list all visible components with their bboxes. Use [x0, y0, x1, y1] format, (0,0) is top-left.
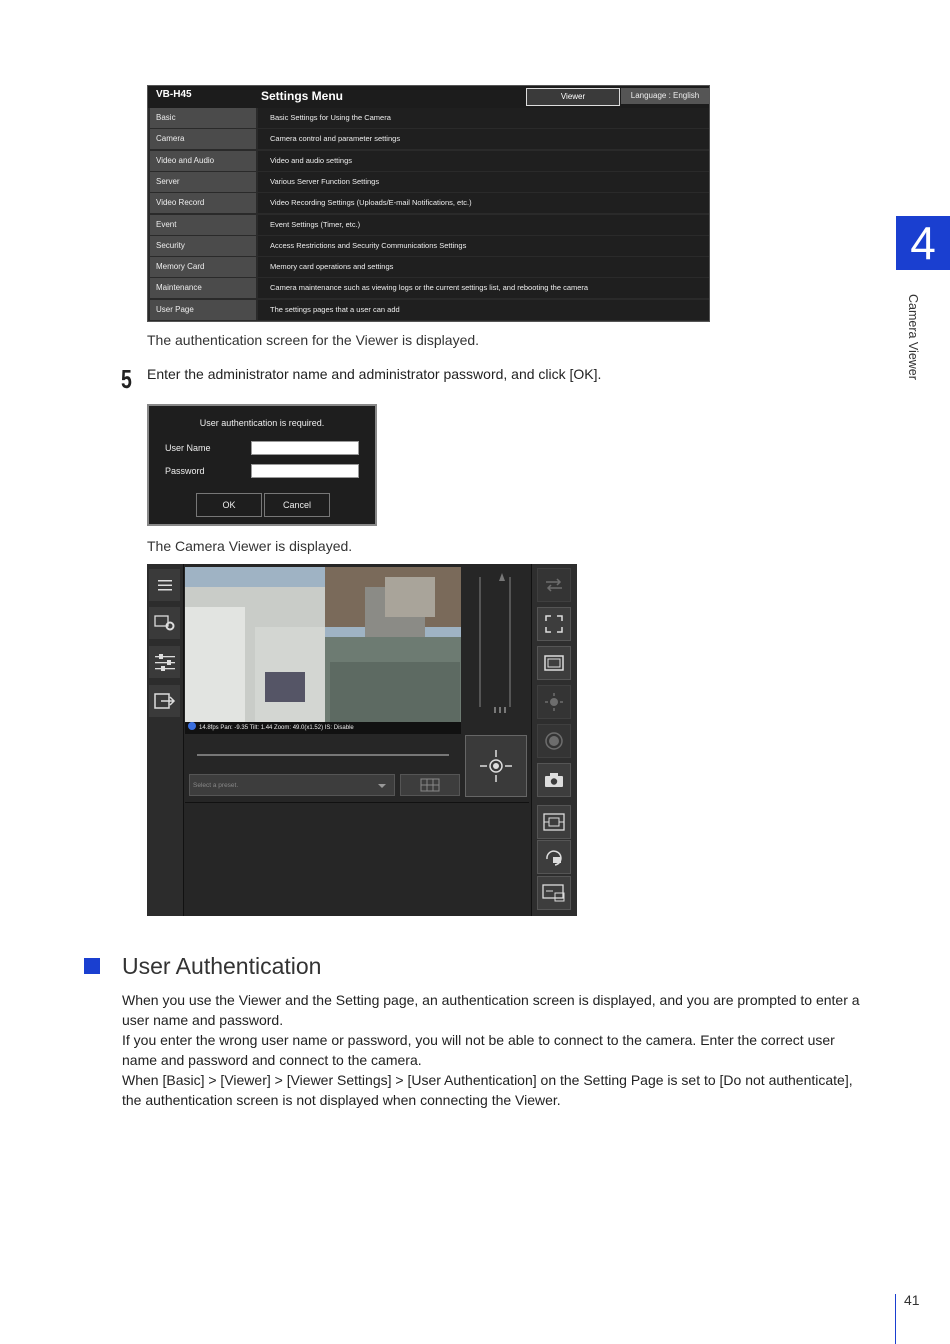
menu-row-server[interactable]	[150, 172, 709, 192]
menu-row-name: Memory Card	[150, 257, 256, 277]
menu-row-name: Maintenance	[150, 278, 256, 298]
zoom-slider[interactable]	[469, 567, 527, 722]
chapter-label-wrap	[906, 294, 936, 414]
menu-row-maintenance[interactable]	[150, 278, 709, 298]
menu-row-memory-card[interactable]	[150, 257, 709, 277]
menu-row-desc: Memory card operations and settings	[258, 257, 709, 277]
video-feed[interactable]	[185, 567, 461, 722]
menu-row-camera[interactable]	[150, 129, 709, 149]
page-rule	[895, 1294, 896, 1344]
preset-select[interactable]	[189, 774, 395, 796]
menu-row-user-page[interactable]	[150, 300, 709, 320]
exit-icon	[154, 692, 176, 710]
menu-row-event[interactable]	[150, 215, 709, 235]
camera-image	[185, 567, 461, 722]
menu-row-desc: Camera control and parameter settings	[258, 129, 709, 149]
settings-menu-screenshot	[147, 85, 710, 322]
menu-row-name: Security	[150, 236, 256, 256]
record-icon	[544, 731, 564, 751]
caption-viewer: The Camera Viewer is displayed.	[147, 538, 353, 554]
section-marker-icon	[84, 958, 100, 974]
window-size-button[interactable]	[537, 646, 571, 680]
chapter-label: Camera Viewer	[906, 294, 920, 380]
user-name-input[interactable]	[251, 441, 359, 455]
rotate-camera-icon	[543, 847, 565, 867]
auth-message: User authentication is required.	[199, 418, 325, 428]
menu-row-desc: Access Restrictions and Security Communications Settings	[258, 236, 709, 256]
zoom-track-graphic	[469, 567, 527, 722]
preset-placeholder: Select a preset.	[193, 782, 239, 789]
region-button[interactable]	[537, 805, 571, 839]
password-label: Password	[165, 466, 205, 476]
camera-viewer-screenshot	[147, 564, 577, 916]
ok-button[interactable]: OK	[196, 493, 262, 517]
preset-tour-button[interactable]	[537, 840, 571, 874]
panel-divider	[185, 802, 529, 803]
section-title: User Authentication	[122, 953, 322, 979]
slider-track[interactable]	[197, 754, 449, 756]
language-select[interactable]: Language : English	[621, 88, 709, 104]
image-adjust-button[interactable]	[537, 685, 571, 719]
step-number: 5	[121, 364, 132, 394]
hamburger-icon	[157, 578, 173, 592]
record-button[interactable]	[537, 724, 571, 758]
settings-button[interactable]	[149, 607, 180, 639]
preset-grid-button[interactable]	[400, 774, 460, 796]
crosshair-icon	[476, 746, 516, 786]
ptz-control-button[interactable]	[465, 735, 527, 797]
settings-header	[148, 86, 709, 108]
menu-row-name: Server	[150, 172, 256, 192]
menu-button[interactable]	[149, 569, 180, 601]
fullscreen-icon	[544, 614, 564, 634]
viewer-button[interactable]: Viewer	[526, 88, 620, 106]
fullscreen-button[interactable]	[537, 607, 571, 641]
menu-row-video-audio[interactable]	[150, 151, 709, 171]
logout-button[interactable]	[149, 685, 180, 717]
menu-row-desc: Video Recording Settings (Uploads/E-mail Notifications, etc.)	[258, 193, 709, 213]
cancel-button[interactable]: Cancel	[264, 493, 330, 517]
menu-row-security[interactable]	[150, 236, 709, 256]
menu-row-desc: Event Settings (Timer, etc.)	[258, 215, 709, 235]
swap-arrows-icon	[544, 577, 564, 593]
caption-auth: The authentication screen for the Viewer is displayed.	[147, 332, 480, 348]
snapshot-button[interactable]	[537, 763, 571, 797]
menu-row-desc: Various Server Function Settings	[258, 172, 709, 192]
paragraph: If you enter the wrong user name or password, you will not be able to connect to the camera. Enter the correct user name and password and connect to the camera.	[122, 1032, 835, 1068]
swap-control-button[interactable]	[537, 568, 571, 602]
window-icon	[544, 655, 564, 671]
menu-row-name: Video and Audio	[150, 151, 256, 171]
step-text: Enter the administrator name and administrator password, and click [OK].	[147, 366, 602, 382]
brightness-icon	[544, 692, 564, 712]
grid-icon	[420, 778, 440, 792]
menu-row-desc: Video and audio settings	[258, 151, 709, 171]
sliders-icon	[154, 653, 176, 671]
paragraph: When [Basic] > [Viewer] > [Viewer Settings] > [User Authentication] on the Setting Page is set to [Do not authenticate], the authentication screen is not displayed when connecting the Viewer.	[122, 1072, 853, 1108]
display-settings-button[interactable]	[537, 876, 571, 910]
model-name: VB-H45	[156, 89, 192, 100]
menu-row-basic[interactable]	[150, 108, 709, 128]
user-name-label: User Name	[165, 443, 211, 453]
screen-gear-icon	[154, 614, 176, 632]
adjust-button[interactable]	[149, 646, 180, 678]
menu-row-desc: Camera maintenance such as viewing logs or the current settings list, and rebooting the camera	[258, 278, 709, 298]
region-select-icon	[543, 813, 565, 831]
menu-row-video-record[interactable]	[150, 193, 709, 213]
settings-title: Settings Menu	[261, 89, 344, 103]
menu-row-desc: The settings pages that a user can add	[258, 300, 709, 320]
chevron-down-icon	[378, 784, 386, 788]
auth-dialog	[147, 404, 377, 526]
status-text: 14.8fps Pan: -9.35 Tilt: 1.44 Zoom: 49.0(x1.52) IS: Disable	[199, 725, 354, 731]
screen-share-icon	[542, 884, 566, 902]
page-number: 41	[904, 1292, 920, 1308]
camera-icon	[544, 772, 564, 788]
paragraph: When you use the Viewer and the Setting page, an authentication screen is displayed, and you are prompted to enter a user name and password.	[122, 992, 860, 1028]
info-icon	[188, 722, 196, 730]
left-toolbar	[147, 564, 184, 916]
right-toolbar	[531, 564, 577, 916]
chapter-tab: 4	[896, 216, 950, 270]
menu-row-name: User Page	[150, 300, 256, 320]
menu-row-name: Event	[150, 215, 256, 235]
password-input[interactable]	[251, 464, 359, 478]
menu-row-name: Camera	[150, 129, 256, 149]
status-bar	[185, 722, 461, 734]
menu-row-desc: Basic Settings for Using the Camera	[258, 108, 709, 128]
menu-row-name: Basic	[150, 108, 256, 128]
menu-row-name: Video Record	[150, 193, 256, 213]
